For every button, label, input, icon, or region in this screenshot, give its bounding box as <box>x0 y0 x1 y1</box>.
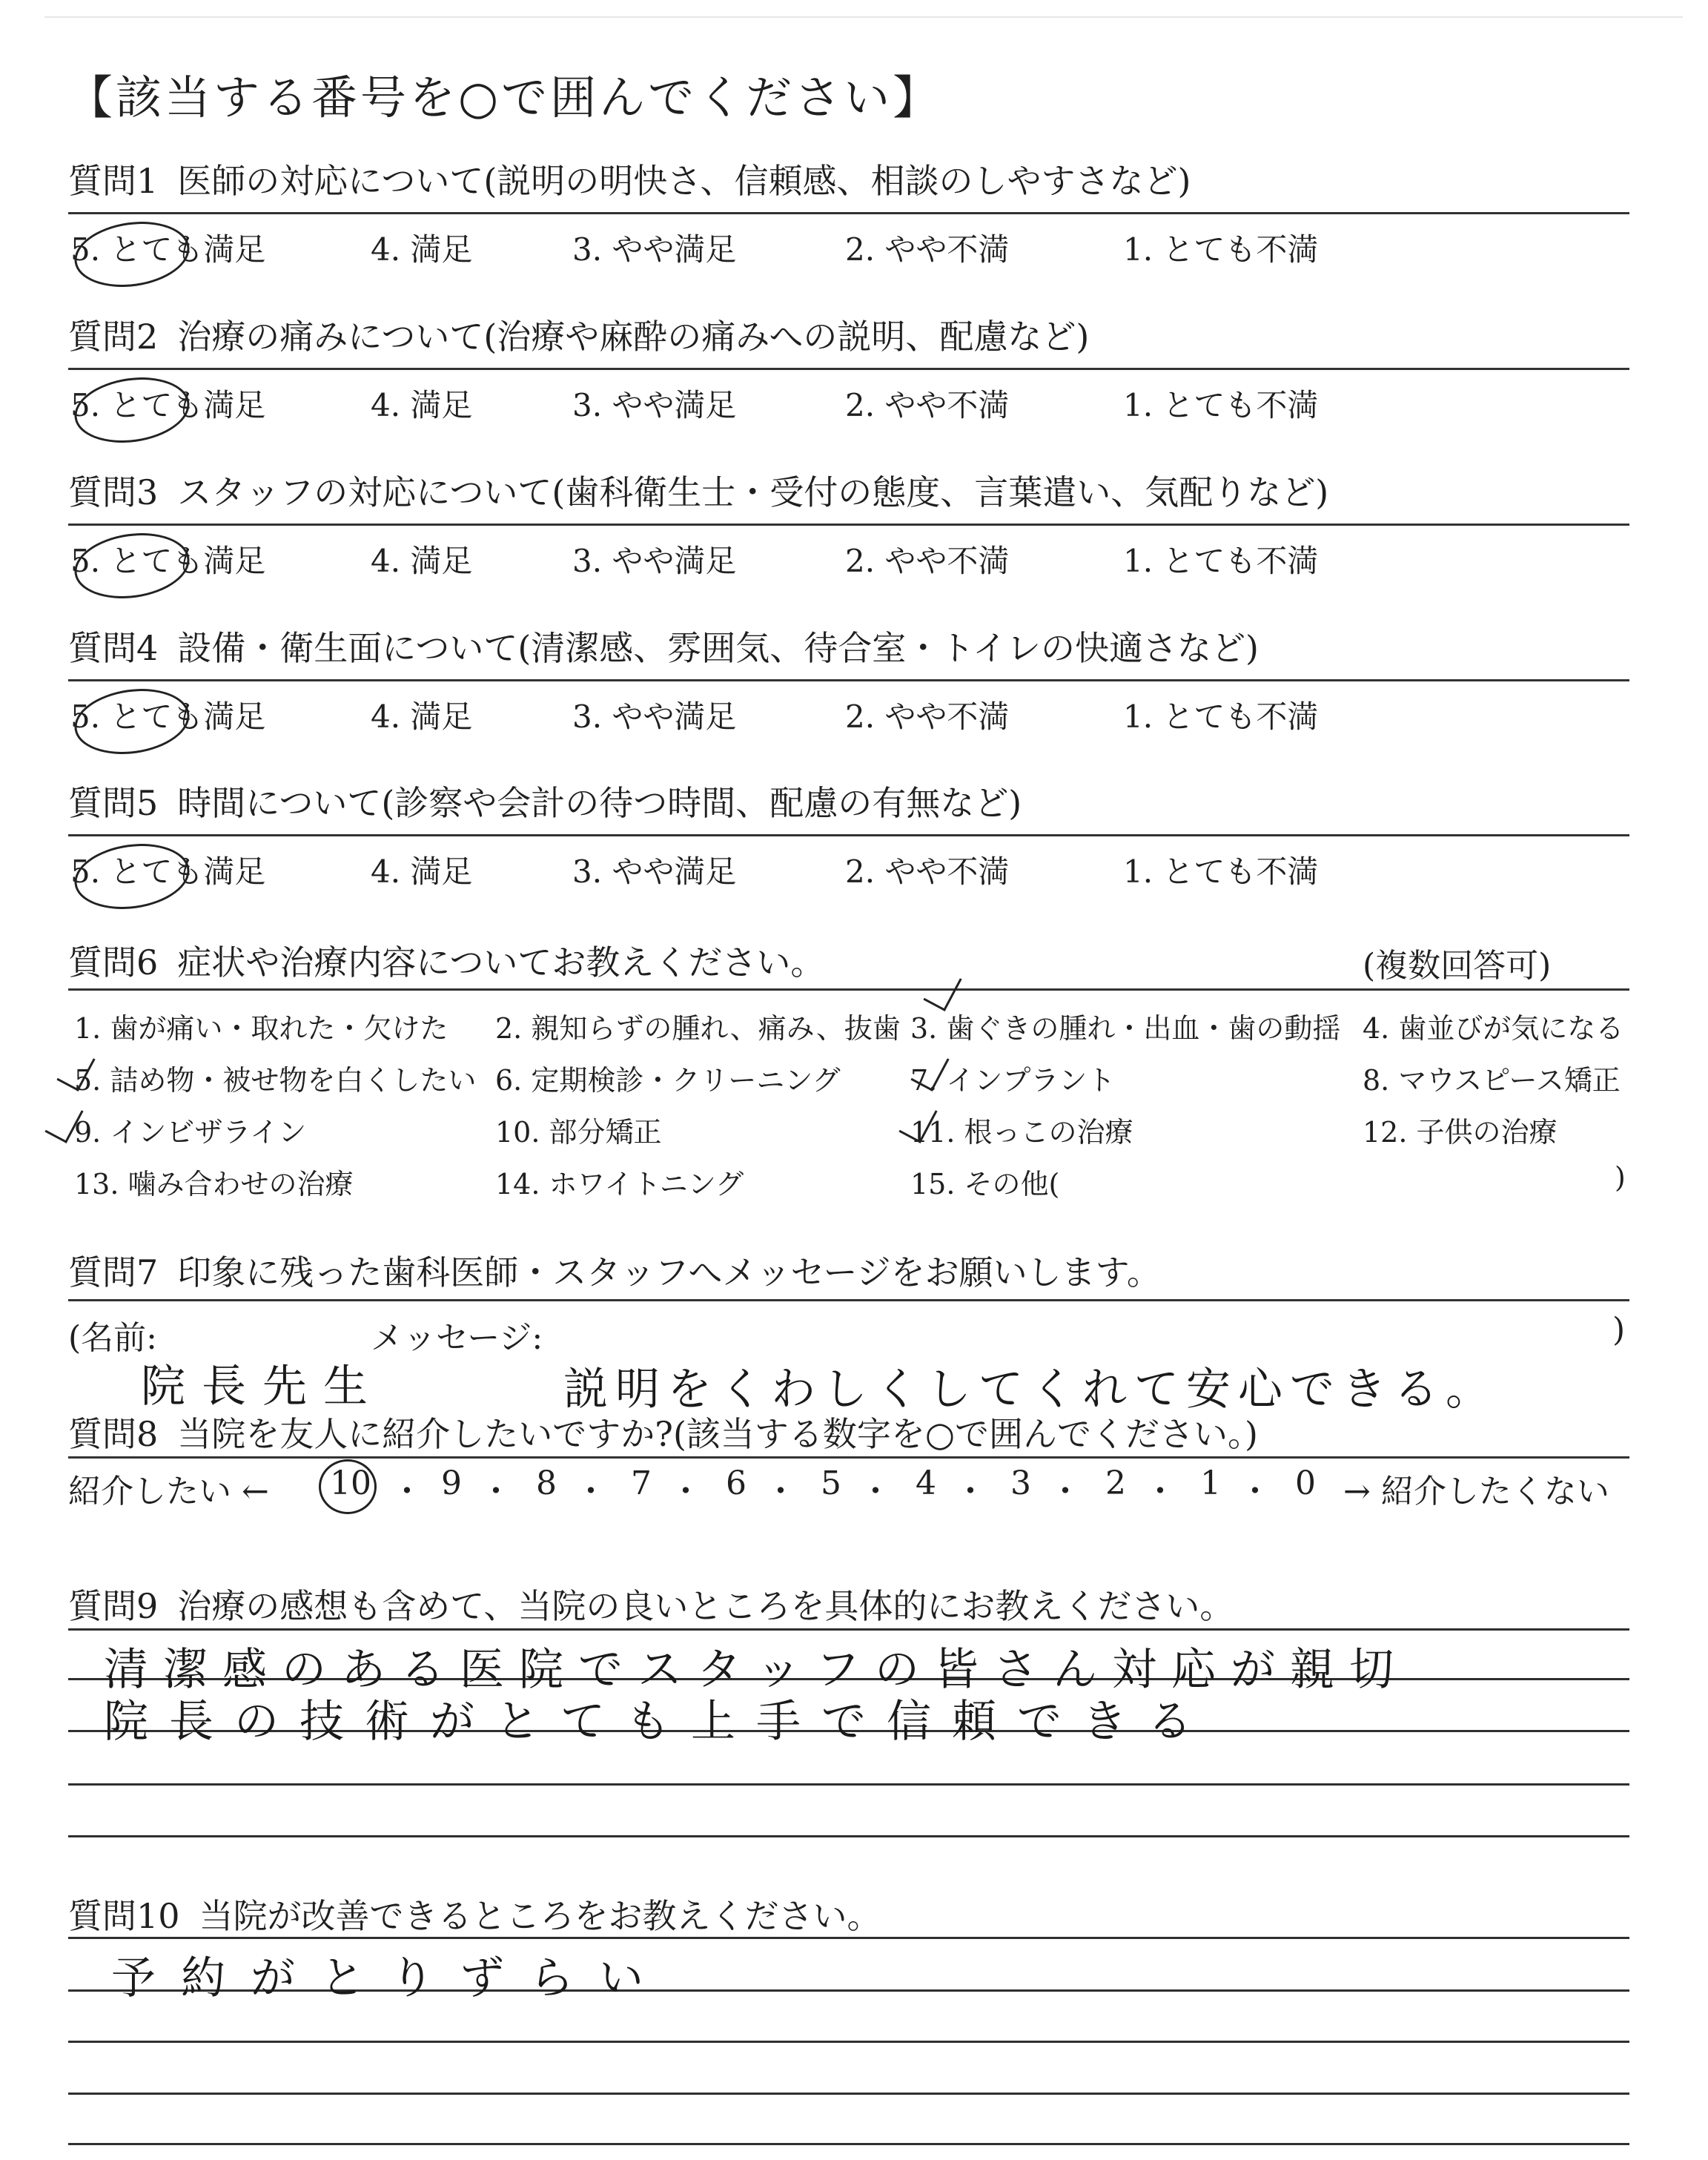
scan-top-edge <box>44 16 1683 18</box>
question-2 <box>68 310 1089 359</box>
scale-separator: ・ <box>480 1473 512 1510</box>
rating-option-4: 4. 満足 <box>371 853 473 890</box>
scale-number-0: 0 <box>1295 1464 1316 1502</box>
rating-option-4: 4. 満足 <box>371 231 473 268</box>
question-number: 質問2 <box>68 317 159 357</box>
symptom-option: 5. 詰め物・被せ物を白くしたい <box>74 1064 477 1097</box>
symptom-option: 3. 歯ぐきの腫れ・出血・歯の動揺 <box>910 1012 1341 1045</box>
question-number: 質問7 <box>68 1252 159 1292</box>
question-number: 質問4 <box>68 628 159 668</box>
symptom-option: 15. その他( <box>910 1168 1060 1200</box>
question-rule <box>68 1299 1629 1301</box>
selection-circle <box>319 1459 377 1514</box>
symptom-option: ) <box>1615 1161 1626 1194</box>
question-rule <box>68 368 1629 370</box>
scale-number-10: 10 <box>330 1464 371 1502</box>
page-title: 【該当する番号を○で囲んでください】 <box>67 70 942 125</box>
symptom-option: 14. ホワイトニング <box>495 1168 744 1200</box>
rating-option-5: 5. とても満足 <box>70 698 266 735</box>
question-text: 医師の対応について(説明の明快さ、信頼感、相談のしやすさなど) <box>177 161 1191 201</box>
answer-line <box>68 1835 1629 1837</box>
scale-separator: ・ <box>1049 1473 1082 1510</box>
question-number: 質問9 <box>68 1586 159 1626</box>
name-label: (名前: <box>68 1319 157 1357</box>
symptom-option: 8. マウスピース矯正 <box>1363 1064 1621 1097</box>
close-paren: ) <box>1612 1311 1626 1349</box>
question-10 <box>68 1889 881 1938</box>
rating-option-5: 5. とても満足 <box>70 387 266 423</box>
rating-option-1: 1. とても不満 <box>1123 387 1319 423</box>
scale-separator: ・ <box>669 1473 702 1510</box>
rating-option-2: 2. やや不満 <box>845 698 1010 735</box>
rating-option-2: 2. やや不満 <box>845 387 1010 423</box>
question-text: 治療の痛みについて(治療や麻酔の痛みへの説明、配慮など) <box>177 317 1090 357</box>
rating-option-2: 2. やや不満 <box>845 853 1010 890</box>
question-text: 症状や治療内容についてお教えください。 <box>177 942 825 982</box>
question-text: 印象に残った歯科医師・スタッフへメッセージをお願いします。 <box>177 1252 1161 1292</box>
scale-number-5: 5 <box>821 1464 841 1502</box>
question-8 <box>68 1407 1258 1456</box>
recommend-right-label: → 紹介したくない <box>1343 1473 1609 1510</box>
rating-option-3: 3. やや満足 <box>572 698 737 735</box>
rating-option-5: 5. とても満足 <box>70 543 266 579</box>
scale-separator: ・ <box>391 1473 423 1510</box>
scale-number-3: 3 <box>1010 1464 1031 1502</box>
question-3 <box>68 466 1328 515</box>
rating-option-2: 2. やや不満 <box>845 543 1010 579</box>
answer-line <box>68 1937 1629 1939</box>
symptom-option: 4. 歯並びが気になる <box>1363 1012 1624 1045</box>
scale-number-2: 2 <box>1105 1464 1126 1502</box>
rating-option-3: 3. やや満足 <box>572 853 737 890</box>
question-1 <box>68 154 1191 203</box>
scale-separator: ・ <box>954 1473 987 1510</box>
symptom-option: 2. 親知らずの腫れ、痛み、抜歯 <box>495 1012 901 1045</box>
question-rule <box>68 1456 1629 1459</box>
scale-separator: ・ <box>1239 1473 1271 1510</box>
answer-line <box>68 1628 1629 1631</box>
question-4 <box>68 621 1259 670</box>
question-rule <box>68 524 1629 526</box>
symptom-option: 6. 定期検診・クリーニング <box>495 1064 841 1097</box>
staff-name-answer: 院長先生 <box>141 1361 384 1413</box>
rating-option-4: 4. 満足 <box>371 543 473 579</box>
scale-number-1: 1 <box>1200 1464 1221 1502</box>
symptom-option: 13. 噛み合わせの治療 <box>74 1168 354 1200</box>
rating-option-1: 1. とても不満 <box>1123 231 1319 268</box>
scale-separator: ・ <box>575 1473 607 1510</box>
question-rule <box>68 679 1629 681</box>
improvement-line-1: 予約がとりずらい <box>111 1952 669 2004</box>
symptom-option: 7. インプラント <box>910 1064 1116 1097</box>
answer-line <box>68 1783 1629 1786</box>
scale-number-9: 9 <box>441 1464 462 1502</box>
question-number: 質問5 <box>68 783 159 823</box>
question-5 <box>68 776 1022 825</box>
question-9 <box>68 1579 1234 1628</box>
scale-number-4: 4 <box>916 1464 936 1502</box>
scale-number-6: 6 <box>726 1464 747 1502</box>
question-text: 設備・衛生面について(清潔感、雰囲気、待合室・トイレの快適さなど) <box>177 628 1259 668</box>
question-text: スタッフの対応について(歯科衛生士・受付の態度、言葉遣い、気配りなど) <box>177 472 1329 512</box>
symptom-option: 9. インビザライン <box>74 1116 307 1149</box>
good-points-line-2: 院長の技術がとても上手で信頼できる <box>104 1696 1213 1748</box>
recommend-left-label: 紹介したい ← <box>68 1473 269 1510</box>
question-text: 治療の感想も含めて、当院の良いところを具体的にお教えください。 <box>177 1586 1234 1626</box>
question-text: 当院が改善できるところをお教えください。 <box>199 1896 881 1936</box>
message-label: メッセージ: <box>371 1319 543 1357</box>
scale-separator: ・ <box>764 1473 797 1510</box>
question-number: 質問8 <box>68 1414 159 1454</box>
message-answer: 説明をくわしくしてくれて安心できる。 <box>563 1364 1497 1416</box>
multiple-answer-note: (複数回答可) <box>1363 947 1552 985</box>
question-number: 質問6 <box>68 942 159 982</box>
question-number: 質問1 <box>68 161 159 201</box>
rating-option-3: 3. やや満足 <box>572 387 737 423</box>
rating-option-1: 1. とても不満 <box>1123 698 1319 735</box>
symptom-option: 10. 部分矯正 <box>495 1116 662 1149</box>
rating-option-3: 3. やや満足 <box>572 543 737 579</box>
good-points-line-1: 清潔感のある医院でスタッフの皆さん対応が親切 <box>104 1644 1409 1696</box>
symptom-option: 12. 子供の治療 <box>1363 1116 1558 1149</box>
rating-option-4: 4. 満足 <box>371 387 473 423</box>
scale-separator: ・ <box>859 1473 892 1510</box>
question-7 <box>68 1246 1161 1295</box>
scale-separator: ・ <box>1144 1473 1176 1510</box>
question-text: 時間について(診察や会計の待つ時間、配慮の有無など) <box>177 783 1022 823</box>
question-rule <box>68 988 1629 991</box>
rating-option-1: 1. とても不満 <box>1123 853 1319 890</box>
scale-number-8: 8 <box>536 1464 557 1502</box>
question-number: 質問3 <box>68 472 159 512</box>
symptom-option: 1. 歯が痛い・取れた・欠けた <box>74 1012 448 1045</box>
rating-option-5: 5. とても満足 <box>70 231 266 268</box>
question-rule <box>68 834 1629 836</box>
answer-line <box>68 2041 1629 2043</box>
rating-option-2: 2. やや不満 <box>845 231 1010 268</box>
rating-option-5: 5. とても満足 <box>70 853 266 890</box>
rating-option-3: 3. やや満足 <box>572 231 737 268</box>
scale-number-7: 7 <box>631 1464 652 1502</box>
question-rule <box>68 212 1629 214</box>
question-number: 質問10 <box>68 1896 180 1936</box>
answer-line <box>68 2093 1629 2095</box>
rating-option-1: 1. とても不満 <box>1123 543 1319 579</box>
question-6 <box>68 936 824 985</box>
question-text: 当院を友人に紹介したいですか?(該当する数字を○で囲んでください。) <box>177 1414 1258 1454</box>
symptom-option: 11. 根っこの治療 <box>910 1116 1133 1149</box>
rating-option-4: 4. 満足 <box>371 698 473 735</box>
answer-line <box>68 2143 1629 2145</box>
